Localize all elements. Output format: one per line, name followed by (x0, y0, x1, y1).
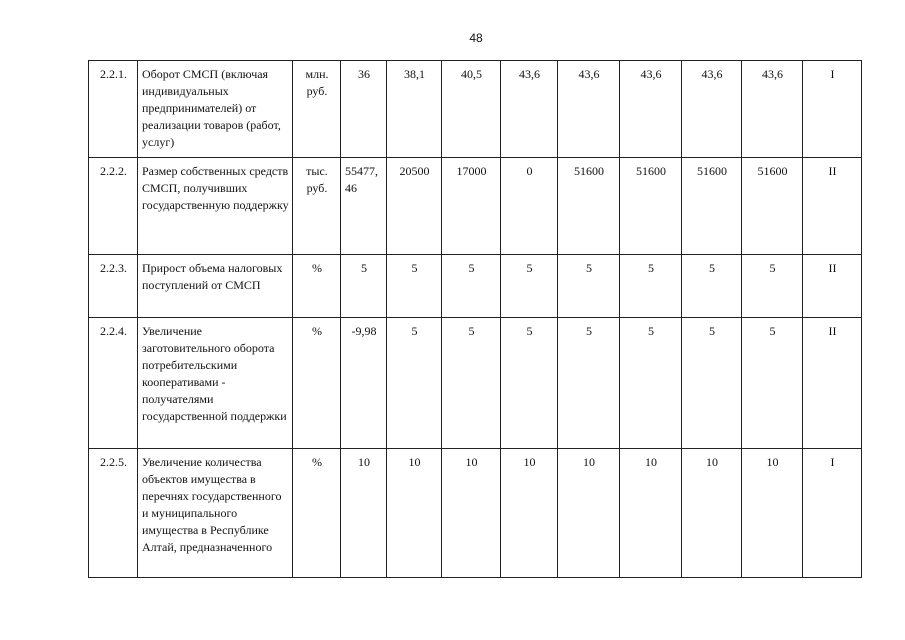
unit-cell: млн. руб. (293, 61, 341, 158)
value-cell: 5 (742, 318, 803, 449)
value-cell: 10 (442, 449, 501, 578)
value-cell: 5 (387, 318, 442, 449)
value-cell: 5 (442, 255, 501, 318)
table-row (89, 318, 862, 449)
value-cell: 10 (501, 449, 558, 578)
value-cell: 10 (387, 449, 442, 578)
category-cell: II (803, 318, 862, 449)
row-number: 2.2.5. (89, 449, 138, 578)
indicator-name: Прирост объема налоговых поступлений от СМСП (138, 255, 293, 318)
unit-cell: % (293, 449, 341, 578)
value-cell: 5 (501, 255, 558, 318)
value-cell: 5 (558, 255, 620, 318)
category-cell: II (803, 255, 862, 318)
row-number: 2.2.3. (89, 255, 138, 318)
indicator-name: Оборот СМСП (включая индивидуальных предпринимателей) от реализации товаров (работ, услуг) (138, 61, 293, 158)
unit-cell: % (293, 255, 341, 318)
value-cell: 43,6 (682, 61, 742, 158)
row-number: 2.2.2. (89, 158, 138, 255)
value-cell: 38,1 (387, 61, 442, 158)
value-cell: 55477,46 (341, 158, 387, 255)
value-cell: 5 (682, 318, 742, 449)
indicator-name: Увеличение количества объектов имущества в перечнях государственного и муниципального имущества в Республике Алтай, предназначенного (138, 449, 293, 578)
category-cell: I (803, 61, 862, 158)
value-cell: 17000 (442, 158, 501, 255)
value-cell: 10 (620, 449, 682, 578)
value-cell: 5 (558, 318, 620, 449)
category-cell: I (803, 449, 862, 578)
value-cell: 51600 (682, 158, 742, 255)
value-cell: 51600 (620, 158, 682, 255)
indicators-table (88, 60, 862, 578)
row-number: 2.2.1. (89, 61, 138, 158)
value-cell: 5 (341, 255, 387, 318)
value-cell: 10 (341, 449, 387, 578)
value-cell: 10 (742, 449, 803, 578)
value-cell: 5 (442, 318, 501, 449)
value-cell: 5 (682, 255, 742, 318)
value-cell: 10 (682, 449, 742, 578)
unit-cell: тыс. руб. (293, 158, 341, 255)
value-cell: -9,98 (341, 318, 387, 449)
value-cell: 10 (558, 449, 620, 578)
indicator-name: Размер собственных средств СМСП, получивших государственную поддержку (138, 158, 293, 255)
value-cell: 43,6 (558, 61, 620, 158)
value-cell: 40,5 (442, 61, 501, 158)
value-cell: 5 (620, 318, 682, 449)
table-row (89, 61, 862, 158)
table-row (89, 158, 862, 255)
value-cell: 43,6 (501, 61, 558, 158)
row-number: 2.2.4. (89, 318, 138, 449)
value-cell: 0 (501, 158, 558, 255)
indicator-name: Увеличение заготовительного оборота потребительскими кооперативами - получателями государственной поддержки (138, 318, 293, 449)
value-cell: 5 (501, 318, 558, 449)
value-cell: 51600 (558, 158, 620, 255)
category-cell: II (803, 158, 862, 255)
table-row (89, 449, 862, 578)
value-cell: 43,6 (620, 61, 682, 158)
value-cell: 36 (341, 61, 387, 158)
table-row (89, 255, 862, 318)
page-number: 48 (469, 31, 483, 45)
value-cell: 43,6 (742, 61, 803, 158)
value-cell: 5 (620, 255, 682, 318)
value-cell: 5 (742, 255, 803, 318)
value-cell: 5 (387, 255, 442, 318)
value-cell: 20500 (387, 158, 442, 255)
unit-cell: % (293, 318, 341, 449)
value-cell: 51600 (742, 158, 803, 255)
